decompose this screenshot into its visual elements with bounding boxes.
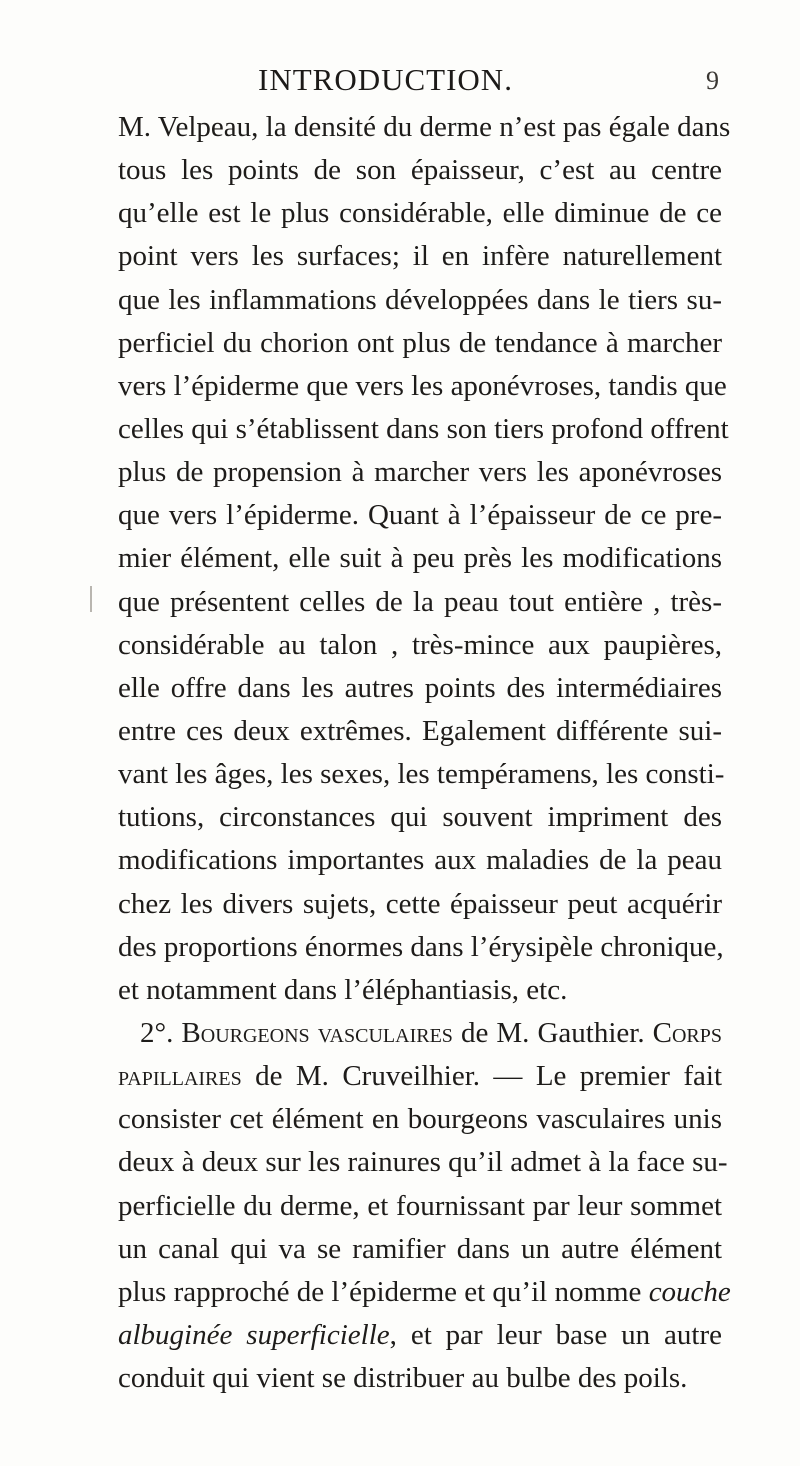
text-line: entre ces deux extrêmes. Egalement différente sui- [118, 714, 722, 747]
text-line: perficielle du derme, et fournissant par leur sommet [118, 1189, 722, 1222]
section-heading-line [118, 1055, 722, 1098]
running-title: INTRODUCTION. [258, 62, 513, 97]
text-line: considérable au talon , très-mince aux paupières, [118, 628, 722, 661]
text-line: que vers l’épiderme. Quant à l’épaisseur de ce pre- [118, 499, 722, 532]
page-number: 9 [706, 66, 719, 95]
text-line: chez les divers sujets, cette épaisseur peut acquérir [118, 887, 722, 920]
text-line: vers l’épiderme que vers les aponévroses, tandis que [118, 369, 727, 402]
text-line: vant les âges, les sexes, les tempéramens, les consti- [118, 758, 725, 791]
text-fragment: , et par leur base un autre [389, 1318, 723, 1351]
text-line: et notamment dans l’éléphantiasis, etc. [118, 973, 568, 1006]
text-line: que les inflammations développées dans le tiers su- [118, 283, 722, 316]
text-line: point vers les surfaces; il en infère naturellement [118, 240, 722, 273]
section-attribution: de M. Cruveilhier. — Le premier fait [255, 1060, 722, 1093]
body-text [118, 106, 731, 1400]
text-line: elle offre dans les autres points des intermédiaires [118, 671, 722, 704]
text-line: que présentent celles de la peau tout entière , très- [118, 585, 722, 618]
text-line: perficiel du chorion ont plus de tendance à marcher [118, 326, 722, 359]
section-term: Bourgeons vasculaires [181, 1016, 453, 1049]
section-term: Corps [652, 1016, 722, 1049]
section-attribution: de M. Gauthier. [460, 1016, 645, 1049]
text-line: modifications importantes aux maladies de la peau [118, 844, 722, 877]
text-line [118, 1314, 722, 1357]
text-line: qu’elle est le plus considérable, elle diminue de ce [118, 197, 722, 230]
text-line: deux à deux sur les rainures qu’il admet à la face su- [118, 1146, 728, 1179]
text-line: mier élément, elle suit à peu près les modifications [118, 542, 722, 575]
text-line: plus de propension à marcher vers les aponévroses [118, 456, 722, 489]
text-line: M. Velpeau, la densité du derme n’est pas égale dans [118, 111, 731, 143]
text-fragment: plus rapproché de l’épiderme et qu’il nomme [118, 1275, 642, 1308]
text-line: tutions, circonstances qui souvent impriment des [118, 801, 722, 834]
section-heading-line [118, 1012, 722, 1055]
text-line [118, 1271, 731, 1314]
section-number: 2°. [140, 1016, 174, 1049]
text-line: un canal qui va se ramifier dans un autre élément [118, 1232, 722, 1265]
italic-term: couche [648, 1275, 731, 1308]
text-line: celles qui s’établissent dans son tiers profond offrent [118, 412, 729, 445]
running-header [0, 62, 800, 102]
text-line: consister cet élément en bourgeons vasculaires unis [118, 1103, 722, 1136]
section-term: papillaires [118, 1060, 242, 1093]
margin-mark [90, 586, 92, 612]
italic-term: albuginée superficielle [118, 1318, 390, 1351]
text-line: tous les points de son épaisseur, c’est au centre [118, 154, 722, 187]
text-line: conduit qui vient se distribuer au bulbe des poils. [118, 1362, 688, 1395]
text-line: des proportions énormes dans l’érysipèle chronique, [118, 930, 724, 963]
